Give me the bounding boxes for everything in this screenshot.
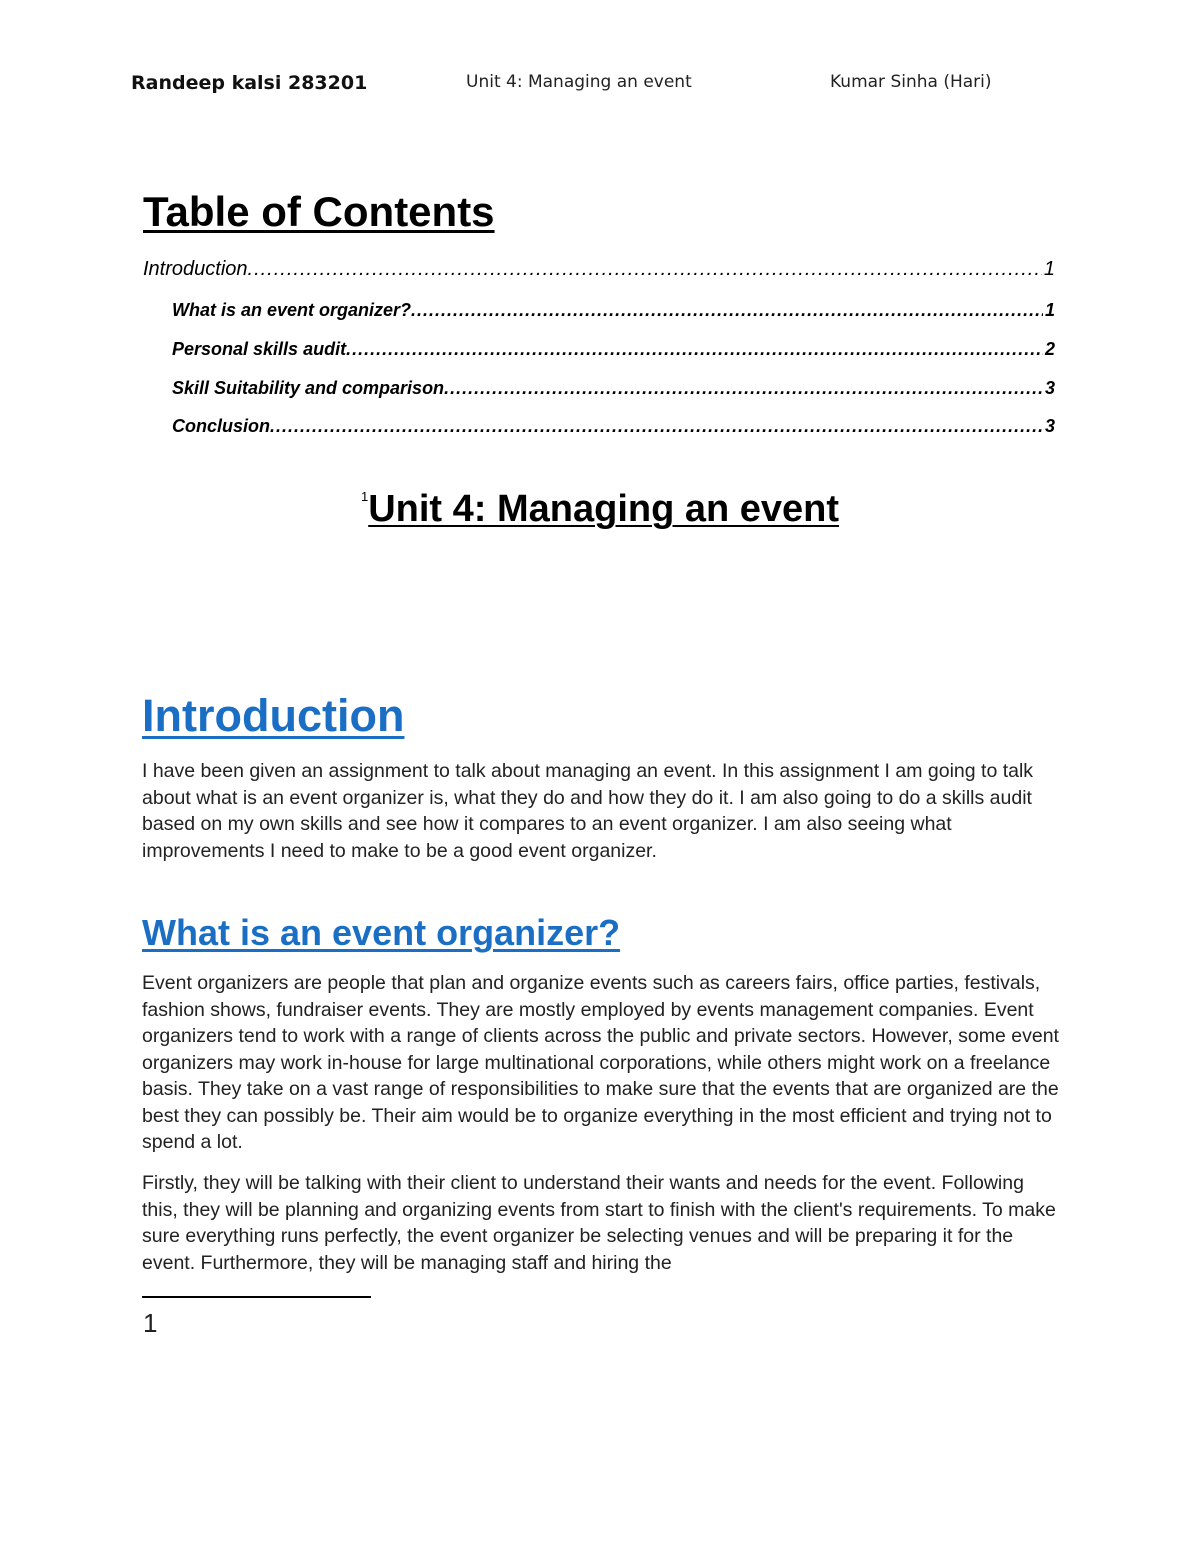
toc-entry-page: 1: [1044, 300, 1055, 320]
toc-entry-label: Skill Suitability and comparison: [172, 378, 445, 398]
footnote-reference[interactable]: 1: [360, 489, 369, 505]
section-heading-event-organizer: What is an event organizer?: [142, 912, 621, 953]
toc-leader-dots: [270, 416, 1043, 437]
toc-entry-label: What is an event organizer?: [172, 300, 412, 320]
event-organizer-paragraph-1: Event organizers are people that plan and organize events such as careers fairs, office parties, festivals, fashion shows, fundraiser events. They are mostly employed by events management companies. Event organizers tend to work with a range of clients across the public and private sectors. However, some event organizers may work in-house for large multinational corporations, while others might work on a freelance basis. They take on a vast range of responsibilities to make sure that the events that are organized are the best they can possibly be. Their aim would be to organize everything in the most efficient and trying not to spend a lot.: [142, 972, 1059, 1153]
toc-entry-conclusion[interactable]: [172, 416, 1055, 437]
toc-leader-dots: [346, 339, 1043, 360]
toc-entry-event-organizer[interactable]: [172, 300, 1055, 321]
toc-title: Table of Contents: [143, 188, 495, 235]
header-author: Randeep kalsi 283201: [131, 72, 368, 94]
toc-entry-page: 1: [1043, 258, 1055, 280]
toc-entry-label: Introduction: [143, 258, 248, 280]
toc-entry-label: Personal skills audit: [172, 339, 347, 359]
toc-entry-skill-suitability[interactable]: [172, 378, 1055, 399]
running-header: [0, 72, 1200, 102]
document-title: [0, 488, 1200, 531]
toc-entry-page: 3: [1044, 378, 1055, 398]
toc-entry-label: Conclusion: [172, 416, 270, 436]
event-organizer-paragraph-2: Firstly, they will be talking with their client to understand their wants and needs for the event. Following this, they will be planning and organizing events from start to finish with the client's requirements. To make sure everything runs perfectly, the event organizer be selecting venues and will be preparing it for the event. Furthermore, they will be managing staff and hiring the: [142, 1172, 1056, 1274]
footnote-separator: [142, 1296, 371, 1298]
footnote-number: 1: [143, 1308, 158, 1338]
document-title-text: Unit 4: Managing an event: [368, 488, 840, 530]
toc-entry-page: 3: [1044, 416, 1055, 436]
toc-entry-introduction[interactable]: [143, 258, 1055, 281]
header-teacher: Kumar Sinha (Hari): [830, 72, 992, 92]
toc-entry-page: 2: [1044, 339, 1055, 359]
introduction-paragraph: I have been given an assignment to talk about managing an event. In this assignment I am going to talk about what is an event organizer is, what they do and how they do it. I am also going to do a skills audit based on my own skills and see how it compares to an event organizer. I am also seeing what improvements I need to make to be a good event organizer.: [142, 760, 1034, 862]
toc-entry-skills-audit[interactable]: [172, 339, 1055, 360]
toc-leader-dots: [444, 378, 1043, 399]
section-heading-introduction: Introduction: [142, 690, 405, 741]
header-unit: Unit 4: Managing an event: [466, 72, 692, 92]
toc-leader-dots: [411, 300, 1043, 321]
toc-leader-dots: [248, 258, 1042, 281]
